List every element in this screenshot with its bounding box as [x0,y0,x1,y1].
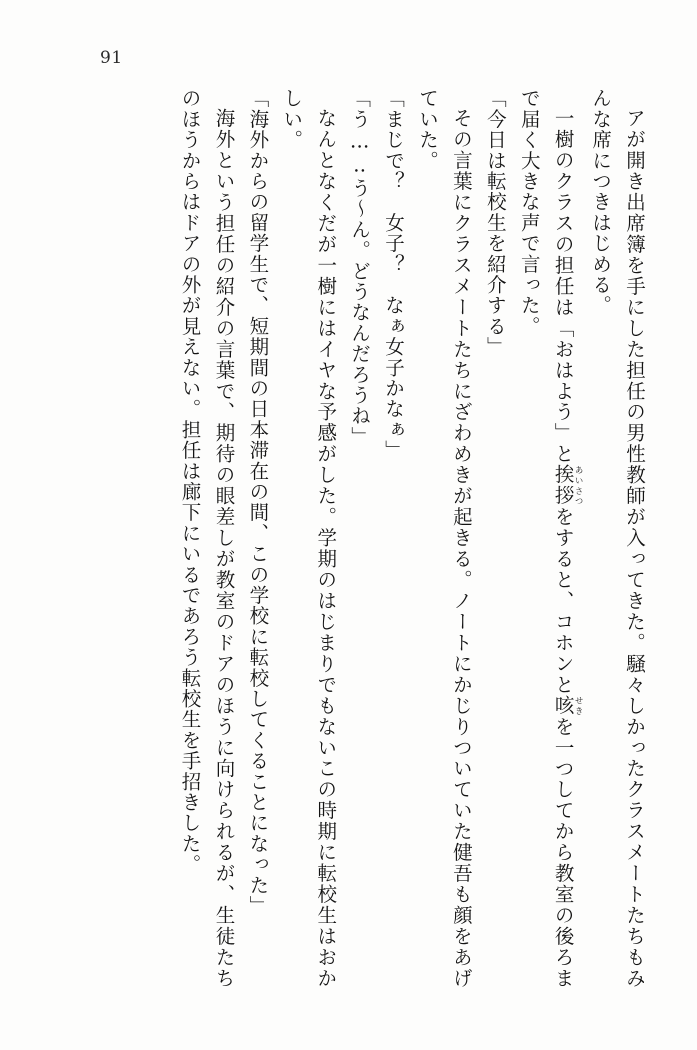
ruby-seki-reading: せき [573,694,584,716]
paragraph-8-dialogue: 「海外からの留学生で、短期間の日本滞在の間、この学校に転校してくることになった」 [246,88,270,916]
page-number: 91 [100,48,123,68]
ruby-aisatsu [551,464,584,506]
ruby-seki [551,694,584,716]
ruby-aisatsu-base: 挨拶 [551,464,575,506]
paragraph-9: 海外という担任の紹介の言葉で、期待の眼差しが教室のドアのほうに向けられるが、生徒たちのほうからはドアの外が見えない。担任は廊下にいるであろう転校生を手招きした。 [178,88,236,988]
paragraph-1: アが開き出席簿を手にした担任の男性教師が入ってきた。騒々しかったクラスメートたちもみんな席につきはじめる。 [589,88,646,988]
paragraph-5-dialogue: 「まじで？ 女子？ なぁ女子かなぁ」 [382,88,406,461]
paragraph-3-dialogue: 「今日は転校生を紹介する」 [483,88,507,358]
paragraph-7: なんとなくだが一樹にはイヤな予感がした。学期のはじまりでもないこの時期に転校生はおかしい。 [280,88,338,988]
paragraph-4: その言葉にクラスメートたちにざわめきが起きる。ノートにかじりついていた健吾も顔をあげていた。 [415,88,473,988]
page-text-body [91,88,651,988]
paragraph-2-part-2: をすると、コホンと [551,505,575,695]
paragraph-2 [512,88,583,988]
paragraph-2-part-1: 一樹のクラスの担任は「おはよう」と [551,107,575,464]
paragraph-6-dialogue: 「う…‥う～ん。どうなんだろうね」 [348,88,372,447]
ruby-aisatsu-reading: あいさつ [573,464,584,506]
paragraph-2-part-3: を一つしてから教室の後ろまで届く大きな声で言った。 [517,88,575,989]
ruby-seki-base: 咳 [551,694,575,716]
